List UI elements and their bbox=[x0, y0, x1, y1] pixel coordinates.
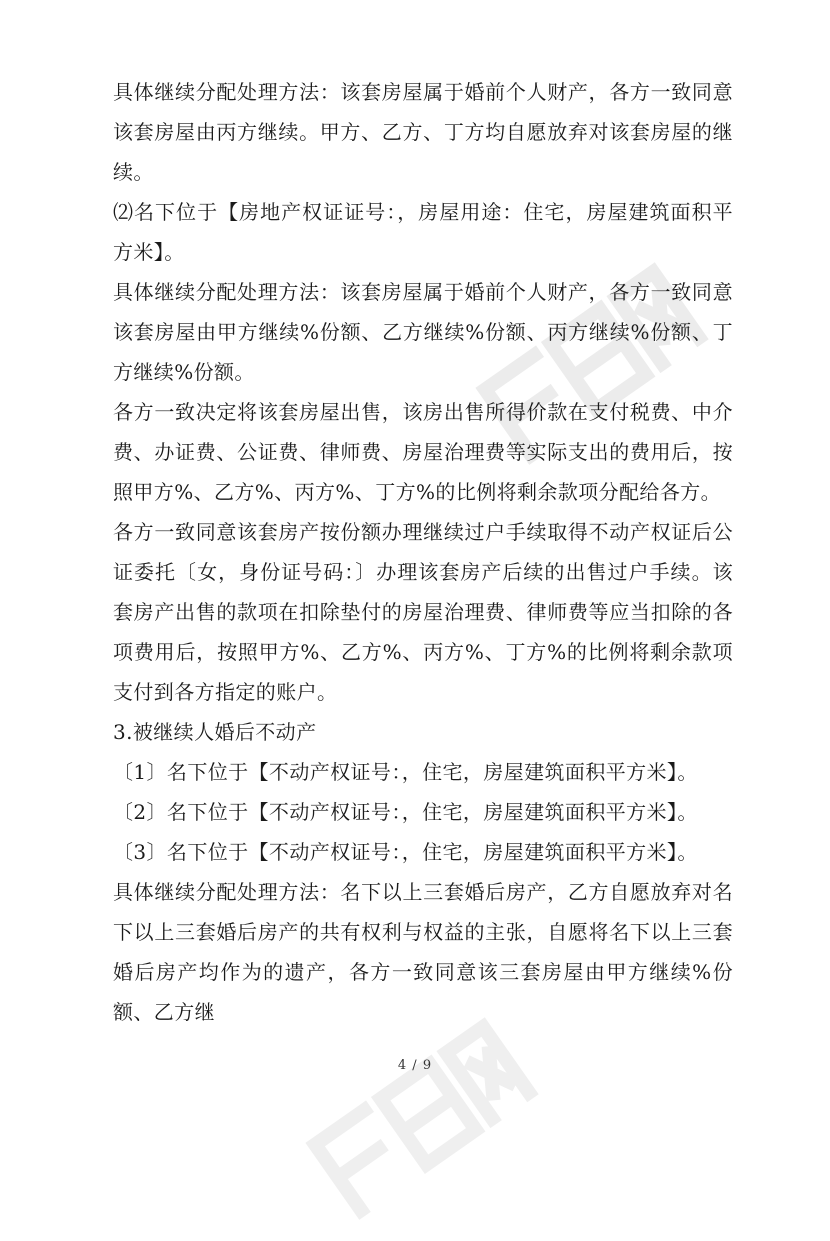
watermark-logo-bottom bbox=[287, 1002, 552, 1238]
watermark-graphic-bottom bbox=[287, 1002, 552, 1238]
paragraph-postmarital-inheritance-method: 具体继续分配处理方法：名下以上三套婚后房产，乙方自愿放弃对名下以上三套婚后房产的共有权利与权益的主张，自愿将名下以上三套婚后房产均作为的遗产，各方一致同意该三套房屋由甲方继续%份额、乙方继 bbox=[113, 880, 733, 1024]
document-body bbox=[113, 72, 733, 1032]
list-item-property-3: 〔3〕名下位于【不动产权证号：，住宅，房屋建筑面积平方米】。 bbox=[113, 840, 698, 864]
paragraph-property-2: ⑵名下位于【房地产权证证号：，房屋用途：住宅，房屋建筑面积平方米】。 bbox=[113, 200, 733, 264]
paragraph-notarized-entrustment: 各方一致同意该套房产按份额办理继续过户手续取得不动产权证后公证委托〔女，身份证号码：〕办理该套房产后续的出售过户手续。该套房产出售的款项在扣除垫付的房屋治理费、律师费等应当扣除的各项费用后，按照甲方%、乙方%、丙方%、丁方%的比例将剩余款项支付到各方指定的账户。 bbox=[113, 520, 733, 704]
paragraph-share-allocation-method: 具体继续分配处理方法：该套房屋属于婚前个人财产，各方一致同意该套房屋由甲方继续%份额、乙方继续%份额、丙方继续%份额、丁方继续%份额。 bbox=[113, 280, 733, 384]
paragraph-sale-proceeds: 各方一致决定将该套房屋出售，该房出售所得价款在支付税费、中介费、办证费、公证费、律师费、房屋治理费等实际支出的费用后，按照甲方%、乙方%、丙方%、丁方%的比例将剩余款项分配给各方。 bbox=[113, 400, 733, 504]
list-item-property-2: 〔2〕名下位于【不动产权证号：，住宅，房屋建筑面积平方米】。 bbox=[113, 800, 698, 824]
page-number: 4 / 9 bbox=[397, 1058, 433, 1073]
list-item-property-1: 〔1〕名下位于【不动产权证号：，住宅，房屋建筑面积平方米】。 bbox=[113, 760, 698, 784]
paragraph-premarital-inheritance-method: 具体继续分配处理方法：该套房屋属于婚前个人财产，各方一致同意该套房屋由丙方继续。甲方、乙方、丁方均自愿放弃对该套房屋的继续。 bbox=[113, 80, 733, 184]
section-heading-postmarital-property: 3.被继续人婚后不动产 bbox=[113, 720, 317, 744]
